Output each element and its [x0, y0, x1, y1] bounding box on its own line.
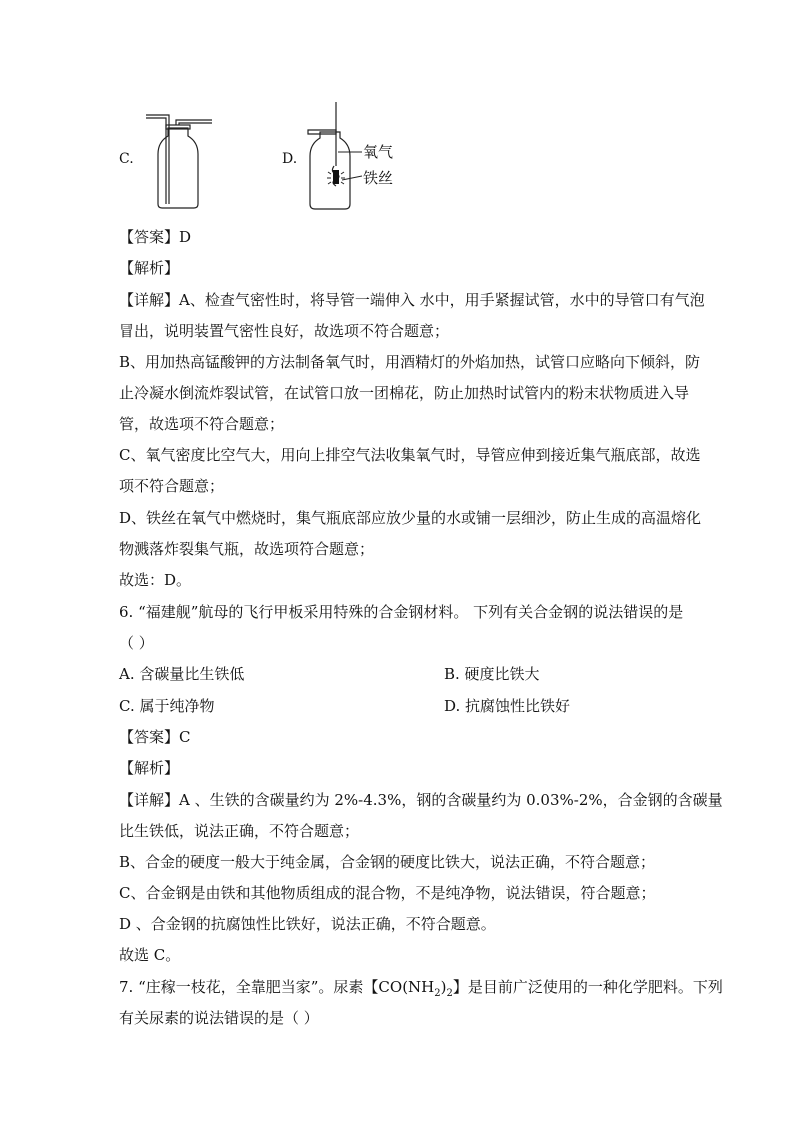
figure-c-label: C. [119, 151, 134, 167]
q5-detail-5: 管，故选项不符合题意； [119, 415, 285, 433]
q5-detail-7: 项不符合题意； [119, 477, 225, 495]
q6-answer: 【答案】C [119, 728, 191, 746]
q7-stem-line-1 [119, 977, 723, 997]
q6-detail-5: D 、合金钢的抗腐蚀性比铁好，说法正确，不符合题意。 [119, 915, 496, 933]
q6-detail-4: C、合金钢是由铁和其他物质组成的混合物，不是纯净物，说法错误，符合题意； [119, 884, 656, 902]
figure-d-wire-label: 铁丝 [363, 169, 394, 187]
q6-detail-1: 【详解】A 、生铁的含碳量约为 2%-4.3%，钢的含碳量约为 0.03%-2%，合金钢的含碳量 [119, 791, 723, 809]
q5-analysis-heading: 【解析】 [119, 259, 180, 277]
q5-detail-4: 止冷凝水倒流炸裂试管，在试管口放一团棉花，防止加热时试管内的粉末状物质进入导 [119, 384, 690, 402]
q6-detail-3: B、合金的硬度一般大于纯金属，合金钢的硬度比铁大，说法正确，不符合题意； [119, 853, 656, 871]
q5-detail-1: 【详解】A、检查气密性时，将导管一端伸入 水中，用手紧握试管，水中的导管口有气泡 [119, 291, 705, 309]
q7-stem-text-c: 】是目前广泛使用的一种化学肥料。下列 [452, 978, 723, 996]
q5-conclusion: 故选：D。 [119, 571, 192, 589]
q6-option-d: D. 抗腐蚀性比铁好 [444, 697, 571, 715]
q5-answer: 【答案】D [119, 228, 192, 246]
q7-stem-line-2: 有关尿素的说法错误的是（ ） [119, 1009, 319, 1027]
figure-d-label: D. [282, 151, 298, 167]
q7-stem-text-a: 7. “庄稼一枝花，全靠肥当家”。尿素【CO(NH [119, 978, 435, 996]
q6-option-c: C. 属于纯净物 [119, 697, 215, 715]
q5-detail-6: C、氧气密度比空气大，用向上排空气法收集氧气时，导管应伸到接近集气瓶底部，故选 [119, 446, 701, 464]
q6-conclusion: 故选 C。 [119, 946, 181, 964]
q6-stem-line-2: （ ） [119, 634, 154, 652]
q6-detail-2: 比生铁低，说法正确，不符合题意； [119, 822, 360, 840]
q5-detail-3: B、用加热高锰酸钾的方法制备氧气时，用酒精灯的外焰加热，试管口应略向下倾斜，防 [119, 353, 701, 371]
q5-detail-8: D、铁丝在氧气中燃烧时，集气瓶底部应放少量的水或铺一层细沙，防止生成的高温熔化 [119, 509, 702, 527]
q5-detail-9: 物溅落炸裂集气瓶，故选项符合题意； [119, 540, 375, 558]
q7-subscript-1: 2 [434, 988, 441, 999]
q6-option-a: A. 含碳量比生铁低 [119, 665, 245, 683]
q5-detail-2: 冒出，说明装置气密性良好，故选项不符合题意； [119, 322, 450, 340]
q7-stem-text-b: ) [440, 978, 447, 996]
q6-analysis-heading: 【解析】 [119, 759, 180, 777]
figure-d-pointers [336, 148, 366, 188]
q7-subscript-2: 2 [446, 988, 453, 999]
q6-stem-line-1: 6. “福建舰”航母的飞行甲板采用特殊的合金钢材料。 下列有关合金钢的说法错误的是 [119, 603, 684, 621]
q6-option-b: B. 硬度比铁大 [444, 665, 540, 683]
figure-d-oxygen-label: 氧气 [363, 143, 394, 161]
figure-c-bottle [140, 108, 220, 212]
